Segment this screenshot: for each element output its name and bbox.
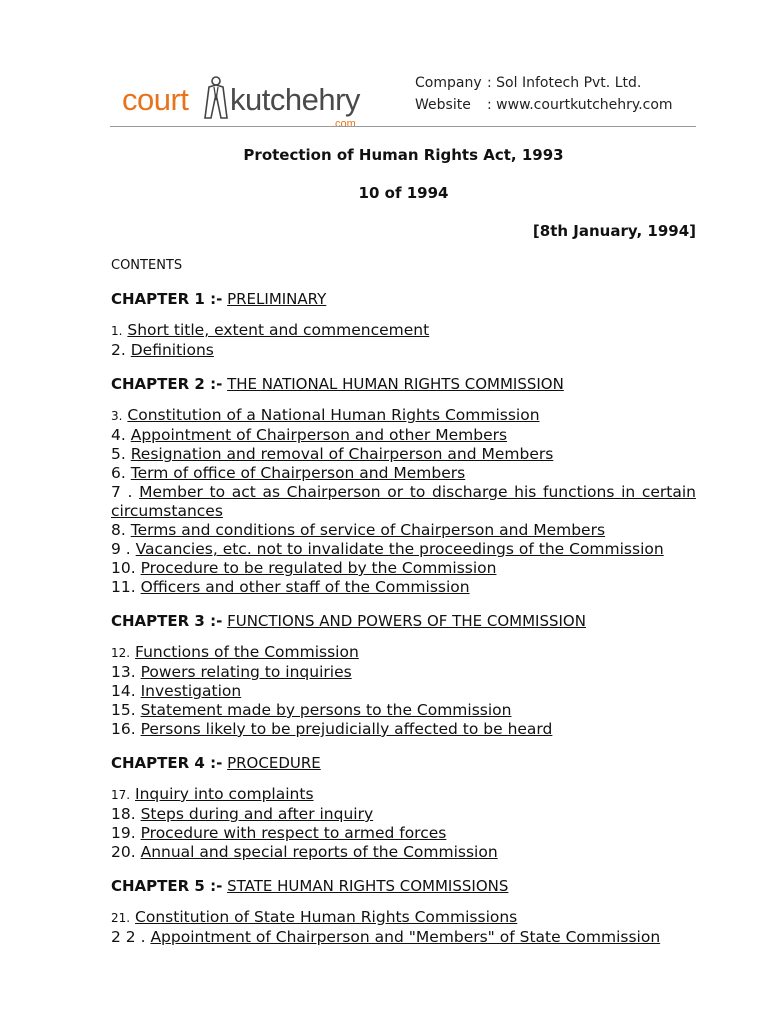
section-number: 7 . xyxy=(111,483,133,501)
lawyer-figure-icon xyxy=(200,76,232,122)
section-link[interactable]: Terms and conditions of service of Chairperson and Members xyxy=(130,521,606,539)
section-link[interactable]: Short title, extent and commencement xyxy=(127,321,430,339)
section-link[interactable]: Powers relating to inquiries xyxy=(140,663,352,681)
document-title: Protection of Human Rights Act, 1993 xyxy=(243,146,564,164)
section-number: 4. xyxy=(111,426,126,444)
chapter-heading xyxy=(111,611,696,631)
chapter-heading xyxy=(111,876,696,896)
section-number: 5. xyxy=(111,445,126,463)
section-link[interactable]: Steps during and after inquiry xyxy=(140,805,374,823)
section-number: 21. xyxy=(111,911,131,925)
act-number: 10 of 1994 xyxy=(358,184,449,202)
website-value[interactable]: : www.courtkutchehry.com xyxy=(487,97,673,113)
list-item xyxy=(111,643,696,663)
company-value: : Sol Infotech Pvt. Ltd. xyxy=(487,75,642,91)
section-number: 12. xyxy=(111,646,131,660)
section-link[interactable]: Persons likely to be prejudicially affected to be heard xyxy=(140,720,553,738)
section-number: 2 2 . xyxy=(111,928,146,946)
section-number: 9 . xyxy=(111,540,131,558)
section-link[interactable]: Statement made by persons to the Commission xyxy=(140,701,512,719)
chapter-label: CHAPTER 2 :- xyxy=(111,375,223,393)
list-item xyxy=(111,824,696,843)
website-label: Website xyxy=(415,97,471,113)
list-item xyxy=(111,682,696,701)
section-number: 17. xyxy=(111,788,131,802)
section-link[interactable]: Definitions xyxy=(130,341,214,359)
chapter-heading xyxy=(111,753,696,773)
section-number: 8. xyxy=(111,521,126,539)
chapter-title-link[interactable]: PROCEDURE xyxy=(227,754,321,772)
list-item xyxy=(111,483,696,521)
list-item xyxy=(111,559,696,578)
section-number: 11. xyxy=(111,578,136,596)
list-item xyxy=(111,928,696,947)
section-link[interactable]: Procedure with respect to armed forces xyxy=(140,824,447,842)
list-item xyxy=(111,464,696,483)
section-number: 15. xyxy=(111,701,136,719)
logo-kutchehry-text: kutchehry xyxy=(230,82,360,117)
list-item xyxy=(111,445,696,464)
section-number: 20. xyxy=(111,843,136,861)
section-link[interactable]: Procedure to be regulated by the Commission xyxy=(140,559,497,577)
section-link[interactable]: Vacancies, etc. not to invalidate the proceedings of the Commission xyxy=(135,540,664,558)
section-list xyxy=(111,321,696,360)
section-list xyxy=(111,785,696,862)
section-number: 6. xyxy=(111,464,126,482)
section-number: 19. xyxy=(111,824,136,842)
list-item xyxy=(111,521,696,540)
chapter-heading xyxy=(111,374,696,394)
list-item xyxy=(111,578,696,597)
chapter-title-link[interactable]: STATE HUMAN RIGHTS COMMISSIONS xyxy=(227,877,509,895)
chapter-title-link[interactable]: THE NATIONAL HUMAN RIGHTS COMMISSION xyxy=(227,375,564,393)
chapter-label: CHAPTER 3 :- xyxy=(111,612,223,630)
section-number: 16. xyxy=(111,720,136,738)
section-number: 1. xyxy=(111,324,123,338)
section-number: 18. xyxy=(111,805,136,823)
list-item xyxy=(111,341,696,360)
document-body xyxy=(111,143,696,947)
list-item xyxy=(111,908,696,928)
list-item xyxy=(111,843,696,862)
act-date: [8th January, 1994] xyxy=(532,222,696,240)
logo-court-text: court xyxy=(122,82,189,117)
section-number: 2. xyxy=(111,341,126,359)
logo-com-text: .com xyxy=(332,118,356,130)
section-link[interactable]: Constitution of a National Human Rights Commission xyxy=(127,406,540,424)
section-link[interactable]: Resignation and removal of Chairperson and Members xyxy=(130,445,554,463)
section-link[interactable]: Officers and other staff of the Commission xyxy=(140,578,470,596)
list-item xyxy=(111,540,696,559)
company-info xyxy=(415,72,673,116)
section-number: 14. xyxy=(111,682,136,700)
section-link[interactable]: Annual and special reports of the Commission xyxy=(140,843,498,861)
list-item xyxy=(111,785,696,805)
section-number: 3. xyxy=(111,409,123,423)
section-link[interactable]: Functions of the Commission xyxy=(135,643,359,661)
section-list xyxy=(111,643,696,739)
company-label: Company xyxy=(415,75,482,91)
section-link[interactable]: Inquiry into complaints xyxy=(135,785,314,803)
contents-label: CONTENTS xyxy=(111,258,183,273)
section-link[interactable]: Term of office of Chairperson and Members xyxy=(130,464,466,482)
chapter-heading xyxy=(111,289,696,309)
header-divider xyxy=(110,126,696,127)
list-item xyxy=(111,701,696,720)
page-header xyxy=(110,62,698,128)
chapter-title-link[interactable]: PRELIMINARY xyxy=(227,290,327,308)
section-link[interactable]: Constitution of State Human Rights Commissions xyxy=(135,908,518,926)
section-list xyxy=(111,406,696,597)
list-item xyxy=(111,426,696,445)
section-link[interactable]: Member to act as Chairperson or to discharge his functions in certain circumstances xyxy=(111,483,696,520)
list-item xyxy=(111,663,696,682)
section-number: 13. xyxy=(111,663,136,681)
chapter-title-link[interactable]: FUNCTIONS AND POWERS OF THE COMMISSION xyxy=(227,612,586,630)
section-number: 10. xyxy=(111,559,136,577)
section-link[interactable]: Investigation xyxy=(140,682,242,700)
chapter-label: CHAPTER 5 :- xyxy=(111,877,223,895)
chapter-label: CHAPTER 4 :- xyxy=(111,754,223,772)
list-item xyxy=(111,720,696,739)
section-link[interactable]: Appointment of Chairperson and "Members" of State Commission xyxy=(150,928,661,946)
section-list xyxy=(111,908,696,947)
list-item xyxy=(111,805,696,824)
chapter-list xyxy=(111,289,696,947)
list-item xyxy=(111,406,696,426)
chapter-label: CHAPTER 1 :- xyxy=(111,290,223,308)
section-link[interactable]: Appointment of Chairperson and other Members xyxy=(130,426,508,444)
list-item xyxy=(111,321,696,341)
